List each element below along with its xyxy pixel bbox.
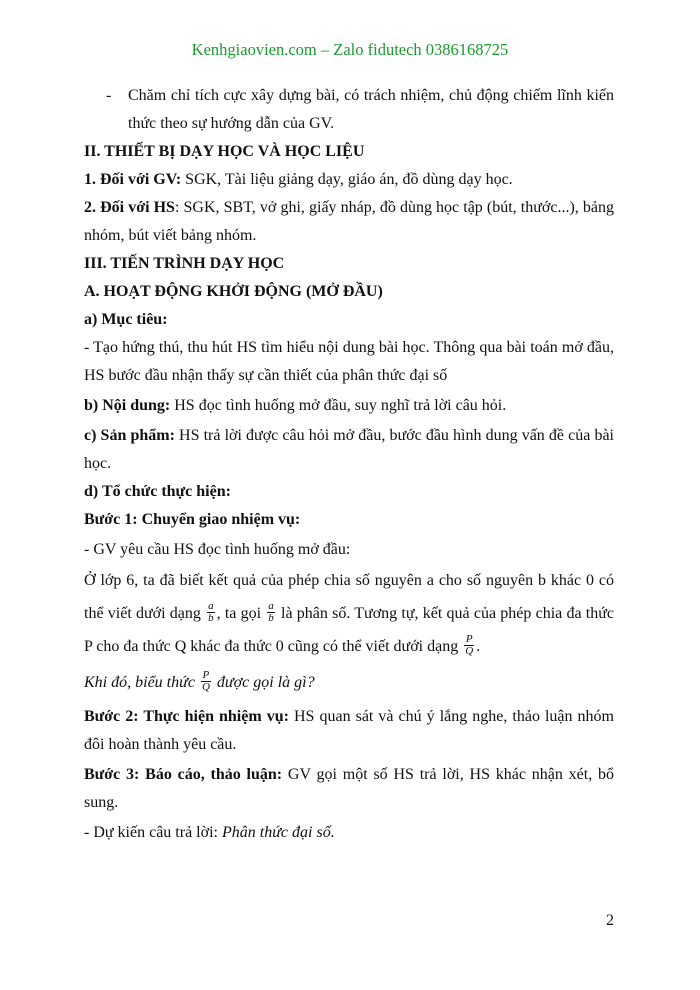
intro-bullet-text: Chăm chỉ tích cực xây dựng bài, có trách nhiệm, chủ động chiếm lĩnh kiến thức theo sự hướng dẫn của GV. xyxy=(128,87,614,132)
header-separator: – xyxy=(316,40,334,59)
situation-text xyxy=(84,564,614,663)
situation-part-3: là phân số. Tương tự, kết quả của phép chia đa thức P cho đa thức Q khác đa thức 0 cũng có thể viết dưới dạng xyxy=(84,605,615,655)
fraction-numerator: a xyxy=(208,599,214,612)
objective-text: - Tạo hứng thú, thu hút HS tìm hiểu nội dung bài học. Thông qua bài toán mở đầu, HS bước đầu nhận thấy sự cần thiết của phân thức đại số xyxy=(84,339,614,384)
header-site: Kenhgiaovien.com xyxy=(191,40,317,59)
product-item xyxy=(84,422,614,478)
section-3-title: III. TIẾN TRÌNH DẠY HỌC xyxy=(84,255,285,272)
activity-title: A. HOẠT ĐỘNG KHỞI ĐỘNG (MỞ ĐẦU) xyxy=(84,283,383,300)
fraction-a-over-b xyxy=(267,601,275,624)
step-3-label: Bước 3: Báo cáo, thảo luận: xyxy=(84,766,283,783)
question-text xyxy=(84,665,614,701)
fraction-p-over-q xyxy=(201,670,211,693)
fraction-p-over-q xyxy=(464,634,474,657)
situation-part-2: , ta gọi xyxy=(216,605,266,622)
objective-label: a) Mục tiêu: xyxy=(84,311,168,328)
fraction-denominator: Q xyxy=(201,680,210,693)
answer-text: Phân thức đại số. xyxy=(221,824,335,841)
organization-label: d) Tổ chức thực hiện: xyxy=(84,483,231,500)
fraction-denominator: Q xyxy=(465,644,474,657)
section-2-title: II. THIẾT BỊ DẠY HỌC VÀ HỌC LIỆU xyxy=(84,143,365,160)
fraction-numerator: a xyxy=(268,599,274,612)
intro-bullet xyxy=(106,82,614,138)
document-body xyxy=(84,82,614,847)
question-part-1: Khi đó, biểu thức xyxy=(84,674,199,691)
answer-prefix: - Dự kiến câu trả lời: xyxy=(84,824,222,841)
product-label: c) Sản phẩm: xyxy=(84,427,175,444)
content-text: HS đọc tình huống mở đầu, suy nghĩ trả lời câu hỏi. xyxy=(170,397,507,414)
step-2-label: Bước 2: Thực hiện nhiệm vụ: xyxy=(84,708,289,725)
step-1-text: - GV yêu cầu HS đọc tình huống mở đầu: xyxy=(84,541,351,558)
hs-equipment xyxy=(84,194,614,250)
gv-equipment xyxy=(84,166,614,194)
gv-label: 1. Đối với GV: xyxy=(84,171,182,188)
step-3 xyxy=(84,761,614,817)
content-item xyxy=(84,392,614,420)
question-part-2: được gọi là gì? xyxy=(212,674,315,691)
gv-text: SGK, Tài liệu giảng dạy, giáo án, đồ dùng dạy học. xyxy=(181,171,513,188)
fraction-numerator: P xyxy=(202,668,210,681)
step-3-text: GV gọi một số HS trả lời, HS khác nhận xét, bổ sung. xyxy=(84,766,614,811)
step-1-label: Bước 1: Chuyển giao nhiệm vụ: xyxy=(84,511,301,528)
hs-label: 2. Đối với HS xyxy=(84,199,175,216)
header-contact: Zalo fidutech 0386168725 xyxy=(333,40,509,59)
fraction-numerator: P xyxy=(465,632,473,645)
step-2-text: HS quan sát và chú ý lắng nghe, thảo luận nhóm đôi hoàn thành yêu cầu. xyxy=(84,708,615,753)
situation-part-4: . xyxy=(476,638,481,655)
fraction-denominator: b xyxy=(208,611,214,624)
expected-answer xyxy=(84,819,614,847)
step-2 xyxy=(84,703,614,759)
fraction-a-over-b xyxy=(207,601,215,624)
product-text: HS trả lời được câu hỏi mở đầu, bước đầu hình dung vấn đề của bài học. xyxy=(84,427,614,472)
fraction-denominator: b xyxy=(268,611,274,624)
bullet-dash: - xyxy=(106,87,112,104)
situation-part-1: Ở lớp 6, ta đã biết kết quả của phép chia số nguyên a cho số nguyên b khác 0 có thể viết dưới dạng xyxy=(84,572,614,622)
content-label: b) Nội dung: xyxy=(84,397,171,414)
page-header xyxy=(0,40,700,60)
hs-text: : SGK, SBT, vở ghi, giấy nháp, đồ dùng học tập (bút, thước...), bảng nhóm, bút viết bảng nhóm. xyxy=(84,199,614,244)
page-number: 2 xyxy=(606,912,614,929)
